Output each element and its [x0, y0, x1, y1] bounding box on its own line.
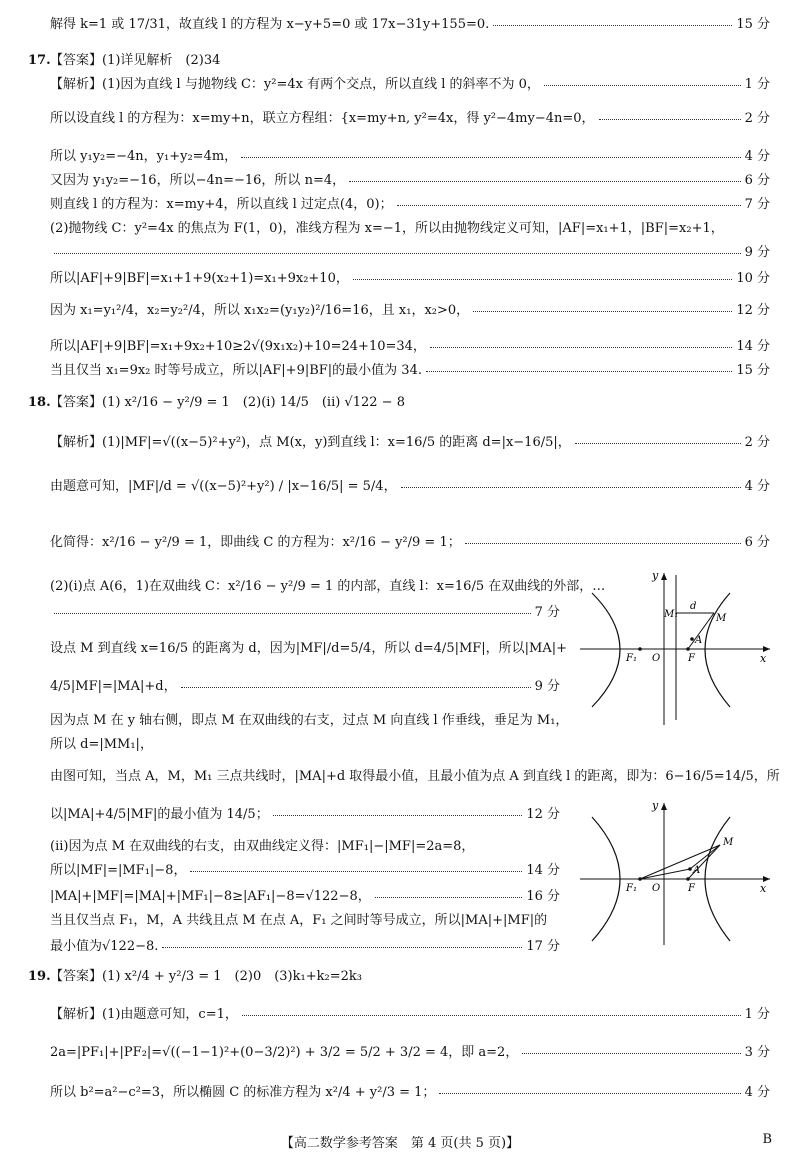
- page-footer: 【高二数学参考答案 第 4 页(共 5 页)】: [280, 1136, 520, 1151]
- text-line: 所以|MF|=|MF₁|−8， 14 分: [50, 863, 560, 878]
- text-line: 【解析】(1)因为直线 l 与抛物线 C：y²=4x 有两个交点，所以直线 l 的斜率不为 0， 1 分: [50, 77, 770, 92]
- text-line: 9 分: [50, 242, 770, 264]
- text-line: 当且仅当点 F₁，M，A 共线且点 M 在点 A，F₁ 之间时等号成立，所以|MA|+|MF|的: [50, 913, 548, 928]
- f-label: F: [688, 653, 695, 664]
- text-line: 所以|AF|+9|BF|=x₁+1+9(x₂+1)=x₁+9x₂+10， 10 分: [50, 271, 770, 286]
- f1-label: F₁: [626, 653, 637, 664]
- o-label: O: [652, 883, 661, 894]
- text-line: 当且仅当 x₁=9x₂ 时等号成立，所以|AF|+9|BF|的最小值为 34. 15 分: [50, 363, 770, 378]
- text-line: 由题意可知，|MF|/d = √((x−5)²+y²) / |x−16/5| = 5/4， 4 分: [50, 479, 770, 494]
- question-number: 18.: [28, 395, 51, 410]
- text-line: 因为 x₁=y₁²/4，x₂=y₂²/4，所以 x₁x₂=(y₁y₂)²/16=16，且 x₁，x₂>0， 12 分: [50, 303, 770, 318]
- text-line: 【解析】(1)|MF|=√((x−5)²+y²)，点 M(x，y)到直线 l：x=16/5 的距离 d=|x−16/5|， 2 分: [50, 435, 770, 450]
- a-label: A: [693, 865, 701, 876]
- text-line: 【解析】(1)由题意可知，c=1， 1 分: [50, 1007, 770, 1022]
- text-line: (2)(i)点 A(6，1)在双曲线 C：x²/16 − y²/9 = 1 的内部，直线 l：x=16/5 在双曲线的外部，…: [50, 579, 606, 594]
- text-line: 所以 d=|MM₁|，: [50, 737, 153, 752]
- text-line: 所以 y₁y₂=−4n，y₁+y₂=4m， 4 分: [50, 149, 770, 164]
- answer-line: 【答案】(1)详见解析 (2)34: [50, 53, 221, 68]
- hyperbola-figure-1: [580, 565, 780, 725]
- question-number: 17.: [28, 53, 51, 68]
- text-line: 所以设直线 l 的方程为：x=my+n，联立方程组：{x=my+n, y²=4x，得 y²−4my−4n=0， 2 分: [50, 111, 770, 126]
- m1-label: M₁: [664, 609, 679, 620]
- x-label: x: [760, 882, 767, 895]
- m-label: M: [723, 837, 734, 848]
- text-line: 由图可知，当点 A，M，M₁ 三点共线时，|MA|+d 取得最小值，且最小值为点 A 到直线 l 的距离，即为：6−16/5=14/5，所: [50, 769, 780, 784]
- hyperbola-figure-2: [580, 795, 780, 945]
- text-line: (ii)因为点 M 在双曲线的右支，由双曲线定义得：|MF₁|−|MF|=2a=8，: [50, 839, 475, 854]
- text-line: 则直线 l 的方程为：x=my+4，所以直线 l 过定点(4，0)； 7 分: [50, 197, 770, 212]
- f-label: F: [688, 883, 695, 894]
- o-label: O: [652, 653, 661, 664]
- text-line: (2)抛物线 C：y²=4x 的焦点为 F(1，0)，准线方程为 x=−1，所以由抛物线定义可知，|AF|=x₁+1，|BF|=x₂+1，: [50, 221, 724, 236]
- m-label: M: [716, 613, 727, 624]
- y-label: y: [652, 569, 659, 582]
- text-line: 最小值为√122−8. 17 分: [50, 939, 560, 954]
- f1-label: F₁: [626, 883, 637, 894]
- text-line: 7 分: [50, 602, 560, 624]
- text-line: 化简得：x²/16 − y²/9 = 1，即曲线 C 的方程为：x²/16 − y²/9 = 1； 6 分: [50, 535, 770, 550]
- answer-line: 【答案】(1) x²/4 + y²/3 = 1 (2)0 (3)k₁+k₂=2k₃: [50, 969, 362, 984]
- text-line: 因为点 M 在 y 轴右侧，即点 M 在双曲线的右支，过点 M 向直线 l 作垂线，垂足为 M₁，: [50, 713, 569, 728]
- d-label: d: [690, 601, 697, 612]
- text-line: 4/5|MF|=|MA|+d， 9 分: [50, 679, 560, 694]
- text-line: 以|MA|+4/5|MF|的最小值为 14/5； 12 分: [50, 807, 560, 822]
- text-line: 所以|AF|+9|BF|=x₁+9x₂+10≥2√(9x₁x₂)+10=24+10=34， 14 分: [50, 339, 770, 354]
- text-line: 解得 k=1 或 17/31，故直线 l 的方程为 x−y+5=0 或 17x−31y+155=0. 15 分: [50, 17, 770, 32]
- text-line: 设点 M 到直线 x=16/5 的距离为 d，因为|MF|/d=5/4，所以 d=4/5|MF|，所以|MA|+: [50, 641, 568, 656]
- text-line: 2a=|PF₁|+|PF₂|=√((−1−1)²+(0−3/2)²) + 3/2 = 5/2 + 3/2 = 4，即 a=2， 3 分: [50, 1045, 770, 1060]
- text-line: 所以 b²=a²−c²=3，所以椭圆 C 的标准方程为 x²/4 + y²/3 = 1； 4 分: [50, 1085, 770, 1100]
- x-label: x: [760, 652, 767, 665]
- a-label: A: [695, 635, 703, 646]
- text-line: 又因为 y₁y₂=−16，所以−4n=−16，所以 n=4， 6 分: [50, 173, 770, 188]
- paper-version: B: [762, 1132, 772, 1147]
- answer-line: 【答案】(1) x²/16 − y²/9 = 1 (2)(i) 14/5 (ii) √122 − 8: [50, 395, 405, 410]
- text-line: |MA|+|MF|=|MA|+|MF₁|−8≥|AF₁|−8=√122−8， 16 分: [50, 889, 560, 904]
- question-number: 19.: [28, 969, 51, 984]
- y-label: y: [652, 799, 659, 812]
